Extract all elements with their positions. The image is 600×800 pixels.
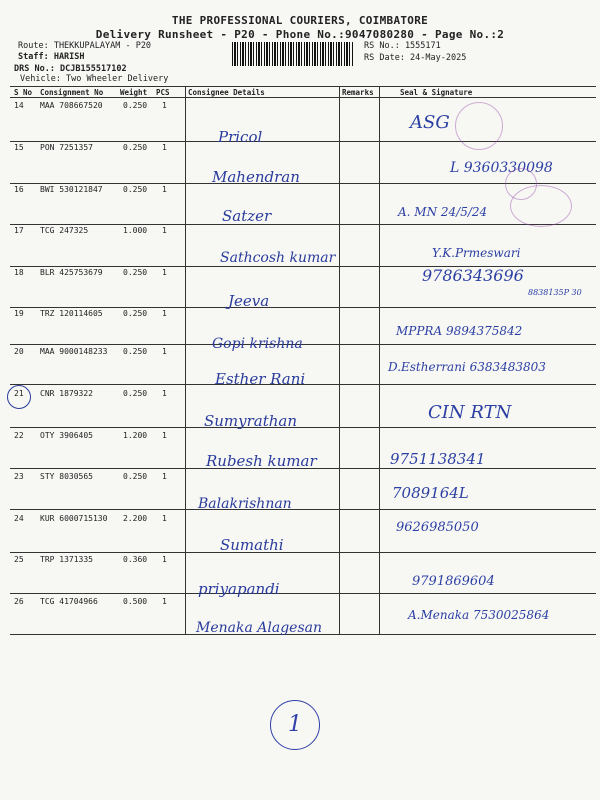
row-pcs: 1 — [162, 555, 167, 564]
row-sno: 22 — [14, 431, 24, 440]
signature: ASG — [410, 112, 450, 133]
row-consignment: KUR 6000715130 — [40, 514, 108, 523]
signature: A.Menaka 7530025864 — [408, 608, 550, 622]
row-weight: 0.250 — [123, 347, 148, 356]
row-weight: 0.250 — [123, 472, 148, 481]
row-weight: 0.360 — [123, 555, 148, 564]
row-weight: 1.000 — [123, 226, 148, 235]
consignee-handwritten: Balakrishnan — [198, 496, 292, 512]
row-sno: 20 — [14, 347, 24, 356]
signature: 7089164L — [392, 484, 469, 502]
signature: MPPRA 9894375842 — [396, 324, 523, 338]
col-weight: Weight — [120, 88, 148, 97]
handwritten-note: 8838135P 30 — [528, 288, 582, 297]
consignee-handwritten: priyapandi — [198, 580, 280, 598]
row-sno: 15 — [14, 143, 24, 152]
row-sno: 24 — [14, 514, 24, 523]
page-number-circle: 1 — [270, 700, 320, 750]
row-pcs: 1 — [162, 185, 167, 194]
company-title: THE PROFESSIONAL COURIERS, COIMBATORE — [171, 14, 429, 27]
row-sno: 25 — [14, 555, 24, 564]
signature: Y.K.Prmeswari — [432, 246, 521, 260]
drs-number: DRS No.: DCJB155517102 — [14, 64, 127, 74]
row-consignment: MAA 9000148233 — [40, 347, 108, 356]
row-pcs: 1 — [162, 309, 167, 318]
row-consignment: TCG 247325 — [40, 226, 89, 235]
consignee-handwritten: Sumathi — [220, 536, 284, 554]
row-weight: 0.250 — [123, 389, 148, 398]
consignee-handwritten: Sathcosh kumar — [220, 250, 336, 266]
row-sno: 19 — [14, 309, 24, 318]
signature: D.Estherrani 6383483803 — [388, 360, 546, 374]
row-sno: 26 — [14, 597, 24, 606]
consignee-handwritten: Mahendran — [212, 168, 300, 186]
col-consignee: Consignee Details — [188, 88, 265, 97]
row-consignment: MAA 708667520 — [40, 101, 103, 110]
row-pcs: 1 — [162, 268, 167, 277]
row-pcs: 1 — [162, 472, 167, 481]
row-pcs: 1 — [162, 101, 167, 110]
consignee-handwritten: Satzer — [222, 207, 272, 225]
row-weight: 0.500 — [123, 597, 148, 606]
consignee-handwritten: Rubesh kumar — [206, 452, 317, 470]
row-consignment: BLR 425753679 — [40, 268, 103, 277]
rs-number: RS No.: 1555171 — [364, 41, 441, 51]
rs-date: RS Date: 24-May-2025 — [364, 53, 467, 63]
row-consignment: TCG 41704966 — [40, 597, 98, 606]
col-sno: S No — [14, 88, 33, 97]
consignee-handwritten: Pricol — [218, 128, 263, 146]
row-pcs: 1 — [162, 514, 167, 523]
row-pcs: 1 — [162, 597, 167, 606]
row-weight: 0.250 — [123, 101, 148, 110]
vehicle-label: Vehicle: Two Wheeler Delivery — [20, 74, 169, 84]
row-sno: 14 — [14, 101, 24, 110]
col-pcs: PCS — [156, 88, 170, 97]
consignee-handwritten: Esther Rani — [215, 370, 306, 388]
signature: 9751138341 — [390, 450, 486, 468]
row-consignment: TRZ 120114605 — [40, 309, 103, 318]
col-consignment: Consignment No — [40, 88, 104, 97]
signature: 9786343696 — [422, 266, 524, 285]
staff-label: Staff: HARISH — [18, 52, 85, 62]
col-signature: Seal & Signature — [400, 88, 473, 97]
row-consignment: STY 8030565 — [40, 472, 93, 481]
seal-stamp — [510, 185, 572, 227]
row-weight: 0.250 — [123, 185, 148, 194]
row-pcs: 1 — [162, 143, 167, 152]
row-consignment: TRP 1371335 — [40, 555, 93, 564]
signature: CIN RTN — [428, 402, 512, 423]
row-sno: 18 — [14, 268, 24, 277]
row-pcs: 1 — [162, 226, 167, 235]
row-sno: 21 — [14, 389, 24, 398]
row-weight: 0.250 — [123, 143, 148, 152]
seal-stamp — [455, 102, 503, 150]
row-weight: 0.250 — [123, 309, 148, 318]
row-sno: 23 — [14, 472, 24, 481]
row-weight: 0.250 — [123, 268, 148, 277]
consignee-handwritten: Gopi krishna — [212, 336, 303, 352]
row-sno: 17 — [14, 226, 24, 235]
row-consignment: PON 7251357 — [40, 143, 93, 152]
signature: 9791869604 — [412, 574, 495, 589]
signature: 9626985050 — [396, 520, 479, 535]
signature: A. MN 24/5/24 — [398, 205, 488, 219]
row-consignment: OTY 3906405 — [40, 431, 93, 440]
consignee-handwritten: Jeeva — [228, 292, 270, 310]
consignee-handwritten: Menaka Alagesan — [196, 620, 322, 636]
row-sno: 16 — [14, 185, 24, 194]
signature: L 9360330098 — [450, 160, 553, 176]
runsheet-subtitle: Delivery Runsheet - P20 - Phone No.:9047080280 - Page No.:2 — [95, 28, 505, 41]
row-pcs: 1 — [162, 389, 167, 398]
barcode-image — [232, 42, 354, 66]
row-consignment: CNR 1879322 — [40, 389, 93, 398]
row-weight: 1.200 — [123, 431, 148, 440]
row-pcs: 1 — [162, 431, 167, 440]
row-weight: 2.200 — [123, 514, 148, 523]
route-label: Route: THEKKUPALAYAM - P20 — [18, 41, 152, 51]
col-remarks: Remarks — [342, 88, 374, 97]
row-consignment: BWI 530121847 — [40, 185, 103, 194]
consignee-handwritten: Sumyrathan — [204, 412, 298, 430]
row-pcs: 1 — [162, 347, 167, 356]
